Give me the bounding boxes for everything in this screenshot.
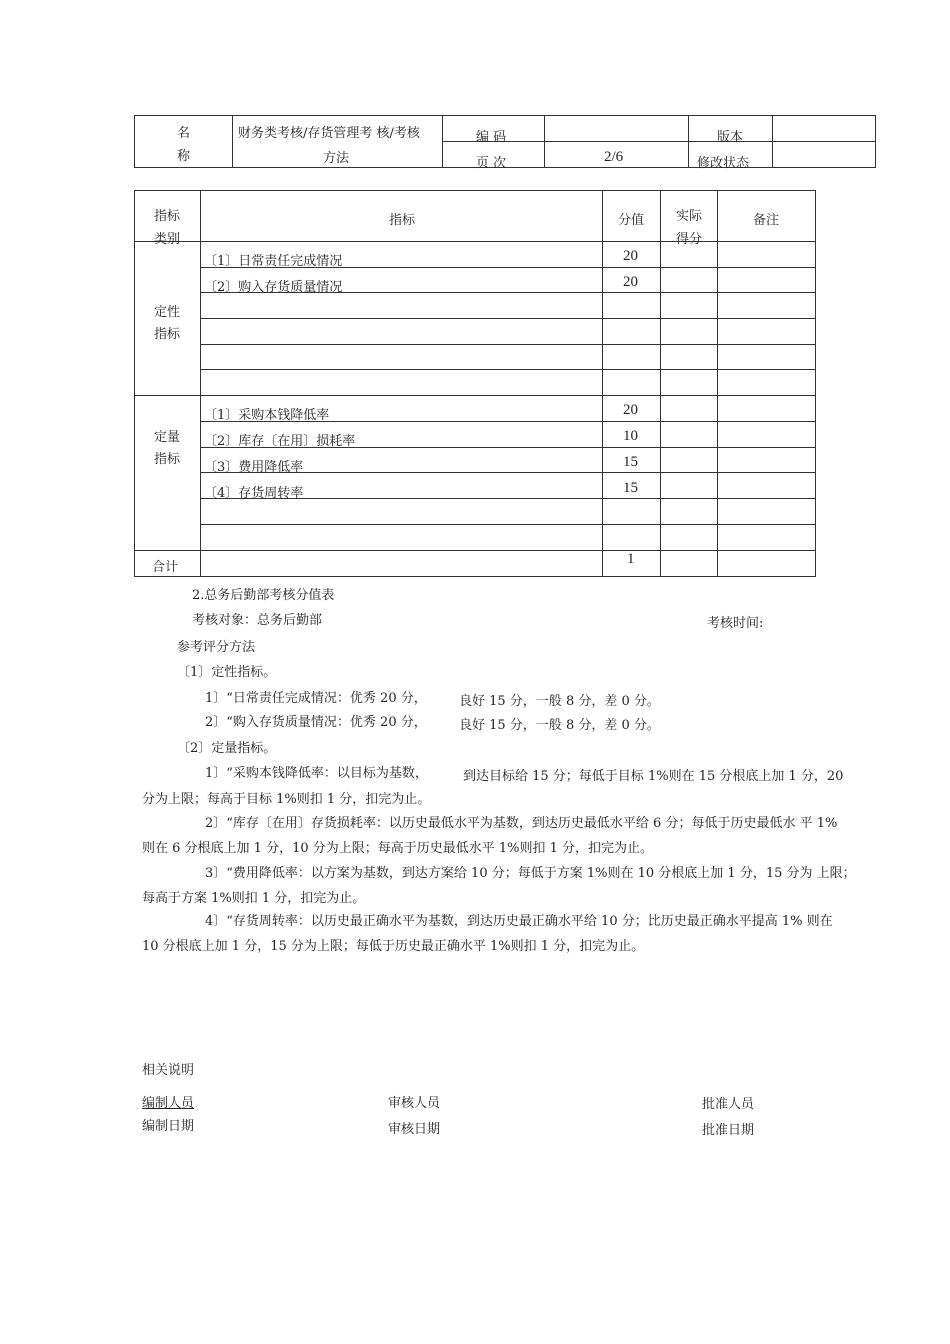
document-name: 财务类考核/存货管理考 核/考核 [238, 126, 420, 141]
header-divider [232, 115, 233, 168]
prepared-date-label: 编制日期 [142, 1119, 195, 1134]
table-grid-line [717, 190, 718, 577]
reviewed-by-label: 审核人员 [388, 1096, 441, 1111]
quantitative-label: 定量 [154, 430, 181, 445]
page-value: 2/6 [604, 149, 624, 165]
notes-label: 相关说明 [142, 1063, 195, 1078]
column-header-actual: 得分 [676, 232, 703, 247]
prepared-by-label: 编制人员 [142, 1096, 195, 1111]
qualitative-label: 指标 [154, 327, 181, 342]
column-header-category: 指标 [154, 209, 181, 224]
table-row-score: 15 [623, 480, 638, 496]
revision-label: 修改状态 [697, 156, 750, 171]
column-header-indicator: 指标 [389, 213, 416, 228]
method-title: 参考评分方法 [177, 640, 256, 655]
table-row-score: 15 [623, 454, 638, 470]
rule-text: 分为上限；每高于目标 1%则扣 1 分，扣完为止。 [142, 792, 431, 807]
rule-text: 1〕“日常责任完成情况：优秀 20 分， [205, 691, 427, 706]
column-header-category: 类别 [154, 232, 181, 247]
quantitative-label: 指标 [154, 452, 181, 467]
assessment-target: 考核对象：总务后勤部 [192, 613, 323, 628]
version-label: 版本 [717, 130, 744, 145]
rule-text: 3〕“费用降低率：以方案为基数，到达方案给 10 分；每低于方案 1%则在 10 分根底上加 1 分，15 分为 上限； [205, 866, 856, 881]
rule-text: 2〕“库存〔在用〕存货损耗率：以历史最低水平为基数，到达历史最低水平给 6 分；每低于历史最低水 平 1% [205, 816, 838, 831]
rule-text: 到达目标给 15 分；每低于目标 1%则在 15 分根底上加 1 分，20 [463, 769, 844, 784]
table-grid-line [200, 524, 816, 525]
rule-text: 良好 15 分，一般 8 分，差 0 分。 [459, 718, 660, 733]
rule-text: 4〕“存货周转率：以历史最正确水平为基数，到达历史最正确水平给 10 分；比历史最正确水平提高 1% 则在 [205, 914, 833, 929]
score-table-border [134, 190, 816, 577]
approved-by-label: 批准人员 [702, 1097, 755, 1112]
rule-text: 则在 6 分根底上加 1 分，10 分为上限；每高于历史最低水平 1%则扣 1 分，扣完为止。 [142, 841, 654, 856]
rule-text: 2〕“购入存货质量情况：优秀 20 分， [205, 715, 427, 730]
table-grid-line [134, 395, 816, 396]
table-grid-line [200, 190, 201, 577]
table-grid-line [602, 190, 603, 577]
table-row-indicator: 〔1〕日常责任完成情况 [204, 254, 343, 269]
quantitative-heading: 〔2〕定量指标。 [177, 741, 277, 756]
table-grid-line [200, 318, 816, 319]
table-grid-line [200, 344, 816, 345]
section-title: 2.总务后勤部考核分值表 [192, 588, 335, 603]
document-name: 方法 [323, 151, 350, 166]
table-grid-line [200, 369, 816, 370]
code-label: 编 码 [476, 130, 507, 145]
table-row-score: 10 [623, 428, 638, 444]
table-row-indicator: 〔4〕存货周转率 [204, 486, 304, 501]
rule-text: 10 分根底上加 1 分，15 分为上限；每低于历史最正确水平 1%则扣 1 分，扣完为止。 [142, 939, 645, 954]
header-divider [442, 141, 876, 142]
rule-text: 良好 15 分，一般 8 分，差 0 分。 [459, 694, 660, 709]
qualitative-label: 定性 [154, 305, 181, 320]
table-row-indicator: 〔1〕采购本钱降低率 [204, 408, 330, 423]
total-label: 合计 [152, 560, 179, 575]
rule-text: 1〕“采购本钱降低率：以目标为基数， [205, 766, 428, 781]
table-grid-line [134, 241, 816, 242]
table-row-score: 20 [623, 248, 638, 264]
table-row-score: 20 [623, 402, 638, 418]
table-row-indicator: 〔2〕库存〔在用〕损耗率 [204, 434, 356, 449]
approved-date-label: 批准日期 [702, 1123, 755, 1138]
table-row-score: 20 [623, 274, 638, 290]
table-grid-line [134, 550, 816, 551]
name-label: 名 [177, 126, 191, 141]
table-row-indicator: 〔2〕购入存货质量情况 [204, 280, 343, 295]
qualitative-heading: 〔1〕定性指标。 [177, 665, 277, 680]
name-label: 称 [177, 149, 191, 164]
table-grid-line [660, 190, 661, 577]
column-header-actual: 实际 [676, 209, 703, 224]
column-header-remark: 备注 [753, 213, 780, 228]
page-label: 页 次 [476, 156, 507, 171]
total-value: 1 [627, 551, 635, 567]
column-header-score: 分值 [618, 213, 645, 228]
rule-text: 每高于方案 1%则扣 1 分，扣完为止。 [142, 891, 366, 906]
table-row-indicator: 〔3〕费用降低率 [204, 460, 304, 475]
reviewed-date-label: 审核日期 [388, 1122, 441, 1137]
assessment-time-label: 考核时间: [707, 616, 764, 631]
